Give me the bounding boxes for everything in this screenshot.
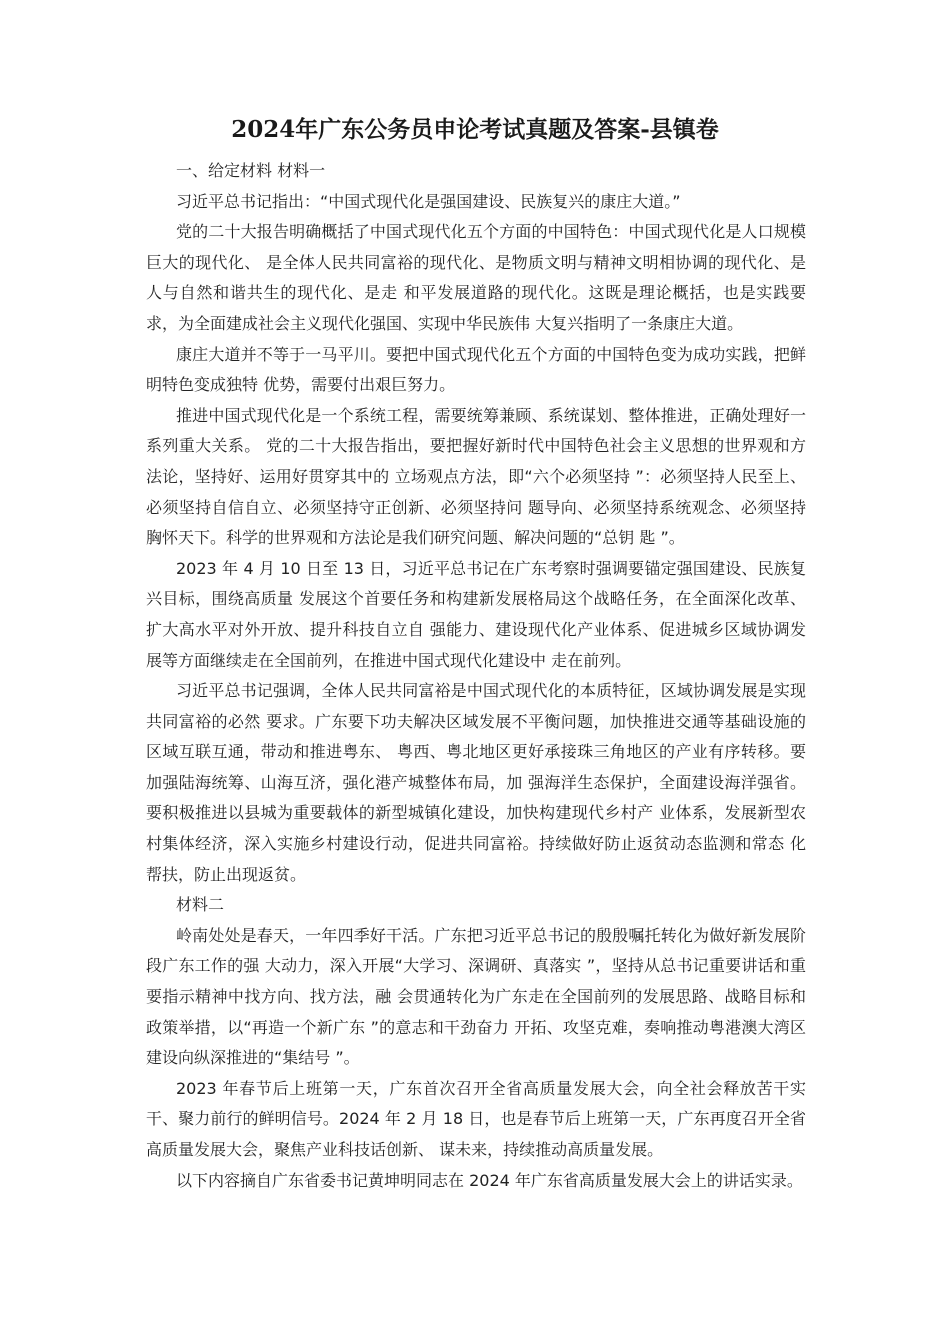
paragraph: 以下内容摘自广东省委书记黄坤明同志在 2024 年广东省高质量发展大会上的讲话实录。 <box>176 1170 803 1190</box>
paragraph: 推进中国式现代化是一个系统工程，需要统筹兼顾、系统谋划、整体推进，正确处理好一系列重大关系。 党的二十大报告指出，要把握好新时代中国特色社会主义思想的世界观和方法论，坚持好、运用好贯穿其中的 立场观点方法，即“六个必须坚持 ”：必须坚持人民至上、必须坚持自信自立、必须坚持守正创新、必须坚持问 题导向、必须坚持系统观念、必须坚持胸怀天下。科学的世界观和方法论是我们研究问题、解决问题的“总钥 匙 ”。 <box>146 405 806 548</box>
section-heading-material-2: 材料二 <box>176 895 225 915</box>
document-title: 2024年广东公务员申论考试真题及答案-县镇卷 <box>231 116 719 143</box>
paragraph: 习近平总书记指出：“中国式现代化是强国建设、民族复兴的康庄大道。” <box>176 191 681 211</box>
paragraph: 岭南处处是春天，一年四季好干活。广东把习近平总书记的殷殷嘱托转化为做好新发展阶段广东工作的强 大动力，深入开展“大学习、深调研、真落实 ”，坚持从总书记重要讲话和重要指示精神中找方向、找方法，融 会贯通转化为广东走在全国前列的发展思路、战略目标和政策举措，以“再造一个新广东 ”的意志和干劲奋力 开拓、攻坚克难，奏响推动粤港澳大湾区建设向纵深推进的“集结号 ”。 <box>146 925 806 1068</box>
paragraph: 习近平总书记强调，全体人民共同富裕是中国式现代化的本质特征，区域协调发展是实现共同富裕的必然 要求。广东要下功夫解决区域发展不平衡问题，加快推进交通等基础设施的区域互联互通，带动和推进粤东、 粤西、粤北地区更好承接珠三角地区的产业有序转移。要加强陆海统筹、山海互济，强化港产城整体布局，加 强海洋生态保护，全面建设海洋强省。要积极推进以县城为重要载体的新型城镇化建设，加快构建现代乡村产 业体系，发展新型农村集体经济，深入实施乡村建设行动，促进共同富裕。持续做好防止返贫动态监测和常态 化帮扶，防止出现返贫。 <box>146 681 806 884</box>
paragraph: 康庄大道并不等于一马平川。要把中国式现代化五个方面的中国特色变为成功实践，把鲜明特色变成独特 优势，需要付出艰巨努力。 <box>146 344 806 395</box>
paragraph: 2023 年 4 月 10 日至 13 日，习近平总书记在广东考察时强调要锚定强国建设、民族复兴目标，围绕高质量 发展这个首要任务和构建新发展格局这个战略任务，在全面深化改革、扩大高水平对外开放、提升科技自立自 强能力、建设现代化产业体系、促进城乡区域协调发展等方面继续走在全国前列，在推进中国式现代化建设中 走在前列。 <box>146 558 806 670</box>
document-body <box>146 156 806 1196</box>
section-heading-material-1: 一、给定材料 材料一 <box>176 161 326 180</box>
paragraph: 党的二十大报告明确概括了中国式现代化五个方面的中国特色：中国式现代化是人口规模巨大的现代化、 是全体人民共同富裕的现代化、是物质文明与精神文明相协调的现代化、是人与自然和谐共生的现代化、是走 和平发展道路的现代化。这既是理论概括，也是实践要求，为全面建成社会主义现代化强国、实现中华民族伟 大复兴指明了一条康庄大道。 <box>146 222 806 333</box>
paragraph: 2023 年春节后上班第一天，广东首次召开全省高质量发展大会，向全社会释放苦干实干、聚力前行的鲜明信号。2024 年 2 月 18 日，也是春节后上班第一天，广东再度召开全省高质量发展大会，聚焦产业科技话创新、 谋未来，持续推动高质量发展。 <box>146 1078 806 1159</box>
